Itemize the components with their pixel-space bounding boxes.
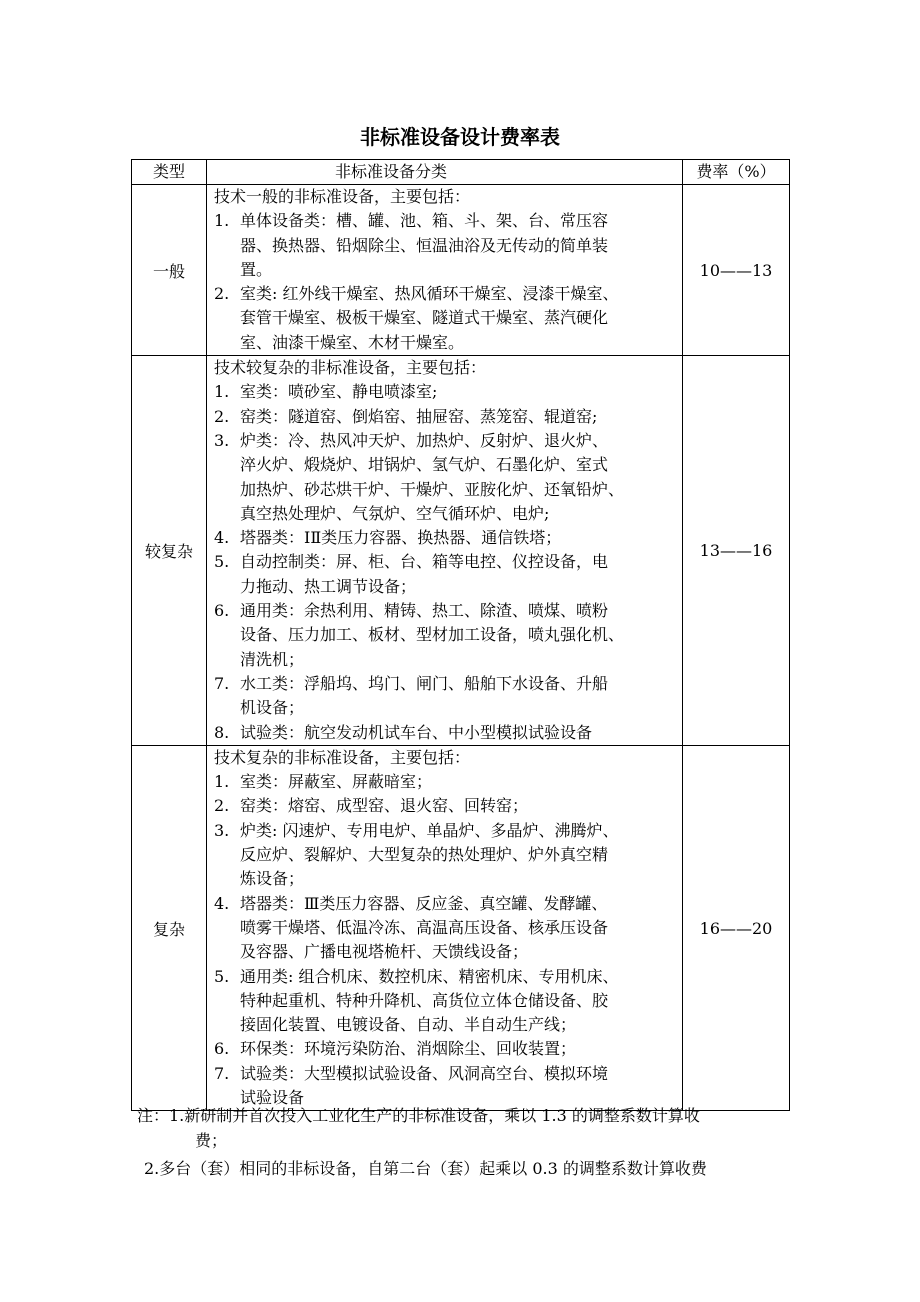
list-item xyxy=(214,405,676,429)
item-line: 炼设备； xyxy=(240,869,305,889)
item-line: 室类: 红外线干燥室、热风循环干燥室、浸漆干燥室、 xyxy=(240,284,619,304)
row-type: 复杂 xyxy=(132,745,207,1110)
item-line: 窑类：隧道窑、倒焰窑、抽屉窑、蒸笼窑、辊道窑; xyxy=(240,406,598,426)
item-line: 试验类：航空发动机试车台、中小型模拟试验设备 xyxy=(240,722,593,742)
item-line: 塔器类：ⅠⅡ类压力容器、换热器、通信铁塔； xyxy=(240,528,562,548)
row-type: 较复杂 xyxy=(132,356,207,746)
item-number: 5. xyxy=(214,552,230,572)
list-item xyxy=(214,770,676,794)
item-line: 试验设备 xyxy=(240,1087,305,1107)
item-number: 2. xyxy=(214,796,230,816)
note-1-line-1: 注：1.新研制并首次投入工业化生产的非标准设备，乘以 1.3 的调整系数计算收 xyxy=(137,1106,700,1125)
note-2: 2.多台（套）相同的非标设备，自第二台（套）起乘以 0.3 的调整系数计算收费 xyxy=(144,1159,707,1178)
item-line: 炉类：冷、热风冲天炉、加热炉、反射炉、退火炉、 xyxy=(240,430,609,450)
list-item xyxy=(214,282,676,355)
item-line: 特种起重机、特种升降机、高货位立体仓储设备、胶 xyxy=(240,990,609,1010)
item-line: 接固化装置、电镀设备、自动、半自动生产线； xyxy=(240,1015,577,1035)
item-number: 1. xyxy=(214,211,230,231)
item-line: 塔器类：Ⅲ类压力容器、反应釜、真空罐、发酵罐、 xyxy=(240,893,608,913)
list-item xyxy=(214,794,676,818)
item-line: 炉类: 闪速炉、专用电炉、单晶炉、多晶炉、沸腾炉、 xyxy=(240,820,619,840)
header-type: 类型 xyxy=(132,160,207,185)
item-line: 套管干燥室、极板干燥室、隧道式干燥室、蒸汽硬化 xyxy=(240,308,609,328)
table-row-general xyxy=(132,185,790,356)
page-title: 非标准设备设计费率表 xyxy=(360,125,560,149)
row-intro: 技术复杂的非标准设备，主要包括： xyxy=(214,747,471,767)
row-categories xyxy=(207,185,683,356)
item-line: 器、换热器、铅烟除尘、恒温油浴及无传动的简单装 xyxy=(240,235,609,255)
item-line: 环保类：环境污染防治、消烟除尘、回收装置； xyxy=(240,1039,577,1059)
item-line: 通用类：余热利用、精铸、热工、除渣、喷煤、喷粉 xyxy=(240,601,609,621)
list-item xyxy=(214,819,676,892)
item-line: 室、油漆干燥室、木材干燥室。 xyxy=(240,332,465,352)
item-line: 喷雾干燥塔、低温冷冻、高温高压设备、核承压设备 xyxy=(240,917,609,937)
item-line: 窑类：熔窑、成型窑、退火窑、回转窑； xyxy=(240,796,529,816)
item-number: 2. xyxy=(214,284,230,304)
item-line: 水工类：浮船坞、坞门、闸门、船舶下水设备、升船 xyxy=(240,673,609,693)
item-line: 自动控制类：屏、柜、台、箱等电控、仪控设备，电 xyxy=(240,552,609,572)
item-line: 淬火炉、煅烧炉、坩锅炉、氢气炉、石墨化炉、室式 xyxy=(240,455,609,475)
list-item xyxy=(214,672,676,721)
note-1-line-2: 费； xyxy=(195,1131,228,1150)
item-number: 7. xyxy=(214,673,230,693)
item-line: 置。 xyxy=(240,259,273,279)
row-rate: 13——16 xyxy=(683,356,790,746)
item-line: 力拖动、热工调节设备； xyxy=(240,576,417,596)
row-type: 一般 xyxy=(132,185,207,356)
item-number: 4. xyxy=(214,528,230,548)
item-line: 加热炉、砂芯烘干炉、干燥炉、亚胺化炉、还氧铅炉、 xyxy=(240,479,625,499)
table-row-complex xyxy=(132,356,790,746)
table-header-row xyxy=(132,160,790,185)
item-number: 2. xyxy=(214,406,230,426)
item-number: 7. xyxy=(214,1063,230,1083)
list-item xyxy=(214,526,676,550)
item-line: 试验类：大型模拟试验设备、风洞高空台、模拟环境 xyxy=(240,1063,609,1083)
item-line: 真空热处理炉、气氛炉、空气循环炉、电炉; xyxy=(240,503,550,523)
header-rate: 费率（%） xyxy=(683,160,790,185)
item-line: 设备、压力加工、板材、型材加工设备，喷丸强化机、 xyxy=(240,625,625,645)
item-line: 室类：屏蔽室、屏蔽暗室； xyxy=(240,772,433,792)
list-item xyxy=(214,965,676,1038)
item-number: 5. xyxy=(214,966,230,986)
item-line: 通用类: 组合机床、数控机床、精密机床、专用机床、 xyxy=(240,966,619,986)
item-line: 反应炉、裂解炉、大型复杂的热处理炉、炉外真空精 xyxy=(240,845,609,865)
row-rate: 16——20 xyxy=(683,745,790,1110)
list-item xyxy=(214,599,676,672)
list-item xyxy=(214,209,676,282)
item-line: 及容器、广播电视塔桅杆、天馈线设备； xyxy=(240,942,529,962)
item-line: 单体设备类：槽、罐、池、箱、斗、架、台、常压容 xyxy=(240,211,609,231)
item-line: 室类：喷砂室、静电喷漆室; xyxy=(240,382,438,402)
list-item xyxy=(214,550,676,599)
item-number: 1. xyxy=(214,772,230,792)
list-item xyxy=(214,1037,676,1061)
item-number: 6. xyxy=(214,1039,230,1059)
item-number: 8. xyxy=(214,722,230,742)
row-intro: 技术较复杂的非标准设备，主要包括： xyxy=(214,358,487,378)
table-row-highly-complex xyxy=(132,745,790,1110)
list-item xyxy=(214,721,676,745)
item-number: 3. xyxy=(214,820,230,840)
item-number: 4. xyxy=(214,893,230,913)
header-category: 非标准设备分类 xyxy=(207,160,683,185)
list-item xyxy=(214,380,676,404)
row-intro: 技术一般的非标准设备，主要包括： xyxy=(214,187,471,206)
list-item xyxy=(214,429,676,526)
item-number: 1. xyxy=(214,382,230,402)
footnotes xyxy=(137,1103,797,1181)
item-line: 清洗机； xyxy=(240,649,305,669)
list-item xyxy=(214,892,676,965)
row-rate: 10——13 xyxy=(683,185,790,356)
item-number: 3. xyxy=(214,430,230,450)
row-categories xyxy=(207,356,683,746)
rate-table xyxy=(131,159,790,1111)
item-line: 机设备； xyxy=(240,698,305,718)
row-categories xyxy=(207,745,683,1110)
item-number: 6. xyxy=(214,601,230,621)
